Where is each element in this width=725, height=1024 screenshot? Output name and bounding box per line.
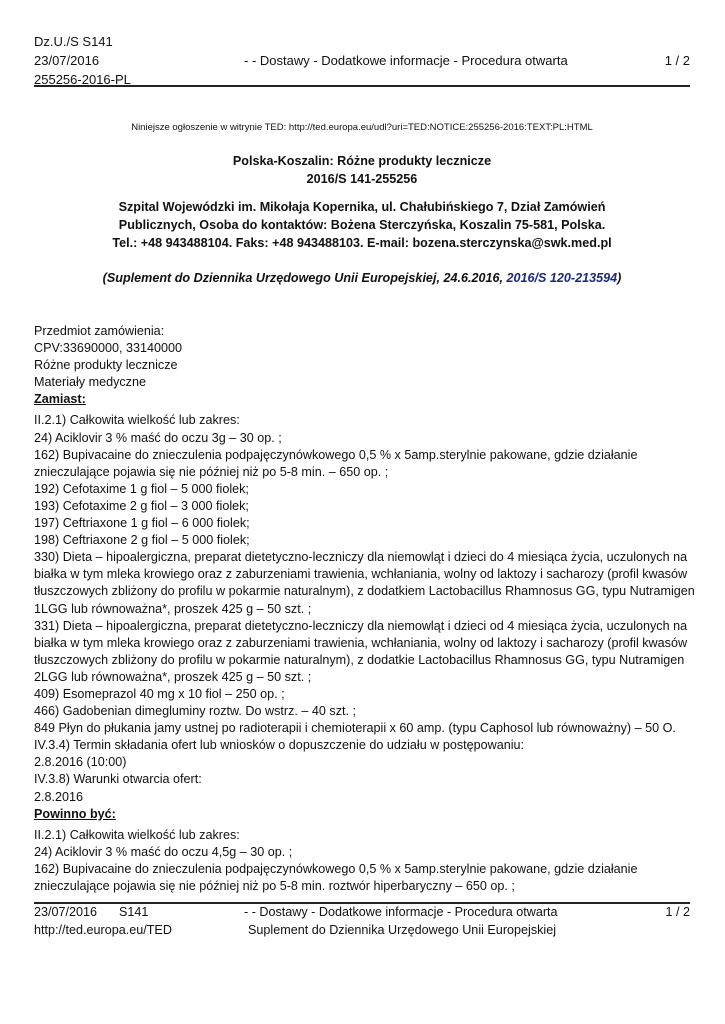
text-line: tłuszczowych zbliżony do profilu w pokarmie naturalnym), z dodatkie Lactobacillus Rhamnosus GG, typu Nutramigen	[34, 652, 685, 667]
text-line: 466) Gadobenian dimegluminy roztw. Do wstrz. – 40 szt. ;	[34, 704, 356, 719]
header-page: 1 / 2	[664, 53, 690, 68]
supplement-suffix: )	[617, 271, 622, 285]
footer-date: 23/07/2016	[34, 905, 98, 919]
text-line: 192) Cefotaxime 1 g fiol – 5 000 fiolek;	[34, 481, 249, 496]
text-line: 162) Bupivacaine do znieczulenia podpajęczynówkowego 0,5 % x 5amp.sterylnie pakowane, gdzie działanie	[34, 861, 638, 876]
ted-notice: Niniejsze ogłoszenie w witrynie TED: http://ted.europa.eu/udl?uri=TED:NOTICE:255256-2016:TEXT:PL:HTML	[131, 122, 593, 133]
text-line: IV.3.8) Warunki otwarcia ofert:	[34, 772, 202, 787]
authority-line-1: Szpital Wojewódzki im. Mikołaja Kopernika, ul. Chałubińskiego 7, Dział Zamówień	[118, 200, 606, 214]
subject-line: Materiały medyczne	[34, 375, 146, 390]
should-be-list	[34, 827, 690, 895]
text-line: 2.8.2016 (10:00)	[34, 755, 127, 770]
text-line: 849 Płyn do płukania jamy ustnej po radioterapii i chemioterapii x 60 amp. (typu Caphosol lub równoważny) – 50 O.	[34, 721, 676, 736]
subject-line: Różne produkty lecznicze	[34, 358, 178, 373]
text-line: 24) Aciklovir 3 % maść do oczu 3g – 30 op. ;	[34, 430, 282, 445]
footer-url[interactable]: http://ted.europa.eu/TED	[34, 923, 172, 937]
text-line: 331) Dieta – hipoalergiczna, preparat dietetyczno-leczniczy dla niemowląt i dzieci od 4 miesiąca życia, uczulonych na	[34, 618, 688, 633]
contracting-authority	[34, 198, 690, 252]
text-line: IV.3.4) Termin składania ofert lub wniosków o dopuszczenie do udziału w postępowaniu:	[34, 738, 525, 753]
header-title: - - Dostawy - Dodatkowe informacje - Procedura otwarta	[244, 53, 568, 68]
text-line: znieczulające pojawia się nie później niż po 5-8 min. – 650 op. ;	[34, 464, 389, 479]
text-line: 2LGG lub równoważna*, proszek 425 g – 50 szt. ;	[34, 669, 312, 684]
text-line: białka w tym mleka krowiego oraz z zaburzeniami trawienia, wchłaniania, wolny od laktozy i sacharozy (profil kwasów	[34, 567, 688, 582]
instead-list	[34, 412, 695, 805]
authority-line-3: Tel.: +48 943488104. Faks: +48 943488103. E-mail: bozena.sterczynska@swk.med.pl	[112, 236, 612, 250]
subject-cpv: CPV:33690000, 33140000	[34, 341, 182, 356]
text-line: 409) Esomeprazol 40 mg x 10 fiol – 250 op. ;	[34, 686, 285, 701]
text-line: 1LGG lub równoważna*, proszek 425 g – 50 szt. ;	[34, 601, 312, 616]
footer-title: - - Dostawy - Dodatkowe informacje - Procedura otwarta	[244, 905, 558, 919]
text-line: II.2.1) Całkowita wielkość lub zakres:	[34, 827, 240, 842]
text-line: 193) Cefotaxime 2 g fiol – 3 000 fiolek;	[34, 498, 249, 513]
text-line: tłuszczowych zbliżony do profilu w pokarmie naturalnym), z dodatkiem Lactobacillus Rhamnosus GG, typu Nutramigen	[34, 584, 695, 599]
text-line: 2.8.2016	[34, 789, 84, 804]
text-line: 197) Ceftriaxone 1 g fiol – 6 000 fiolek;	[34, 516, 250, 531]
text-line: 24) Aciklovir 3 % maść do oczu 4,5g – 30 op. ;	[34, 844, 293, 859]
supplement-prefix: (Suplement do Dziennika Urzędowego Unii Europejskiej, 24.6.2016,	[102, 271, 507, 285]
text-line: znieczulające pojawia się nie później niż po 5-8 min. roztwór hiperbaryczny – 650 op. ;	[34, 879, 515, 893]
header-divider	[34, 85, 690, 87]
page-title	[34, 152, 690, 188]
text-line: II.2.1) Całkowita wielkość lub zakres:	[34, 413, 240, 428]
notice-body	[34, 323, 695, 895]
header-left	[34, 32, 131, 89]
instead-label: Zamiast:	[34, 392, 86, 407]
header-notice-no: 255256-2016-PL	[34, 72, 131, 87]
title-line-2: 2016/S 141-255256	[306, 172, 418, 186]
subject-label: Przedmiot zamówienia:	[34, 324, 165, 338]
text-line: 198) Ceftriaxone 2 g fiol – 5 000 fiolek;	[34, 533, 250, 548]
text-line: białka w tym mleka krowiego oraz z zaburzeniami trawienia, wchłaniania, wolny od laktozy i sacharozy (profil kwasów	[34, 635, 688, 650]
header-date: 23/07/2016	[34, 53, 100, 68]
supplement-reference	[34, 271, 690, 285]
supplement-link[interactable]: 2016/S 120-213594	[506, 271, 618, 285]
authority-line-2: Publicznych, Osoba do kontaktów: Bożena Sterczyńska, Koszalin 75-581, Polska.	[118, 218, 606, 232]
should-be-label: Powinno być:	[34, 806, 116, 821]
footer-page: 1 / 2	[665, 905, 690, 919]
text-line: 330) Dieta – hipoalergiczna, preparat dietetyczno-leczniczy dla niemowląt i dzieci do 4 miesiąca życia, uczulonych na	[34, 550, 688, 565]
header-doc-id: Dz.U./S S141	[34, 34, 113, 49]
footer-series: S141	[119, 905, 149, 919]
title-line-1: Polska-Koszalin: Różne produkty lecznicze	[232, 154, 492, 168]
footer-supplement: Suplement do Dziennika Urzędowego Unii Europejskiej	[248, 923, 557, 937]
text-line: 162) Bupivacaine do znieczulenia podpajęczynówkowego 0,5 % x 5amp.sterylnie pakowane, gdzie działanie	[34, 447, 638, 462]
